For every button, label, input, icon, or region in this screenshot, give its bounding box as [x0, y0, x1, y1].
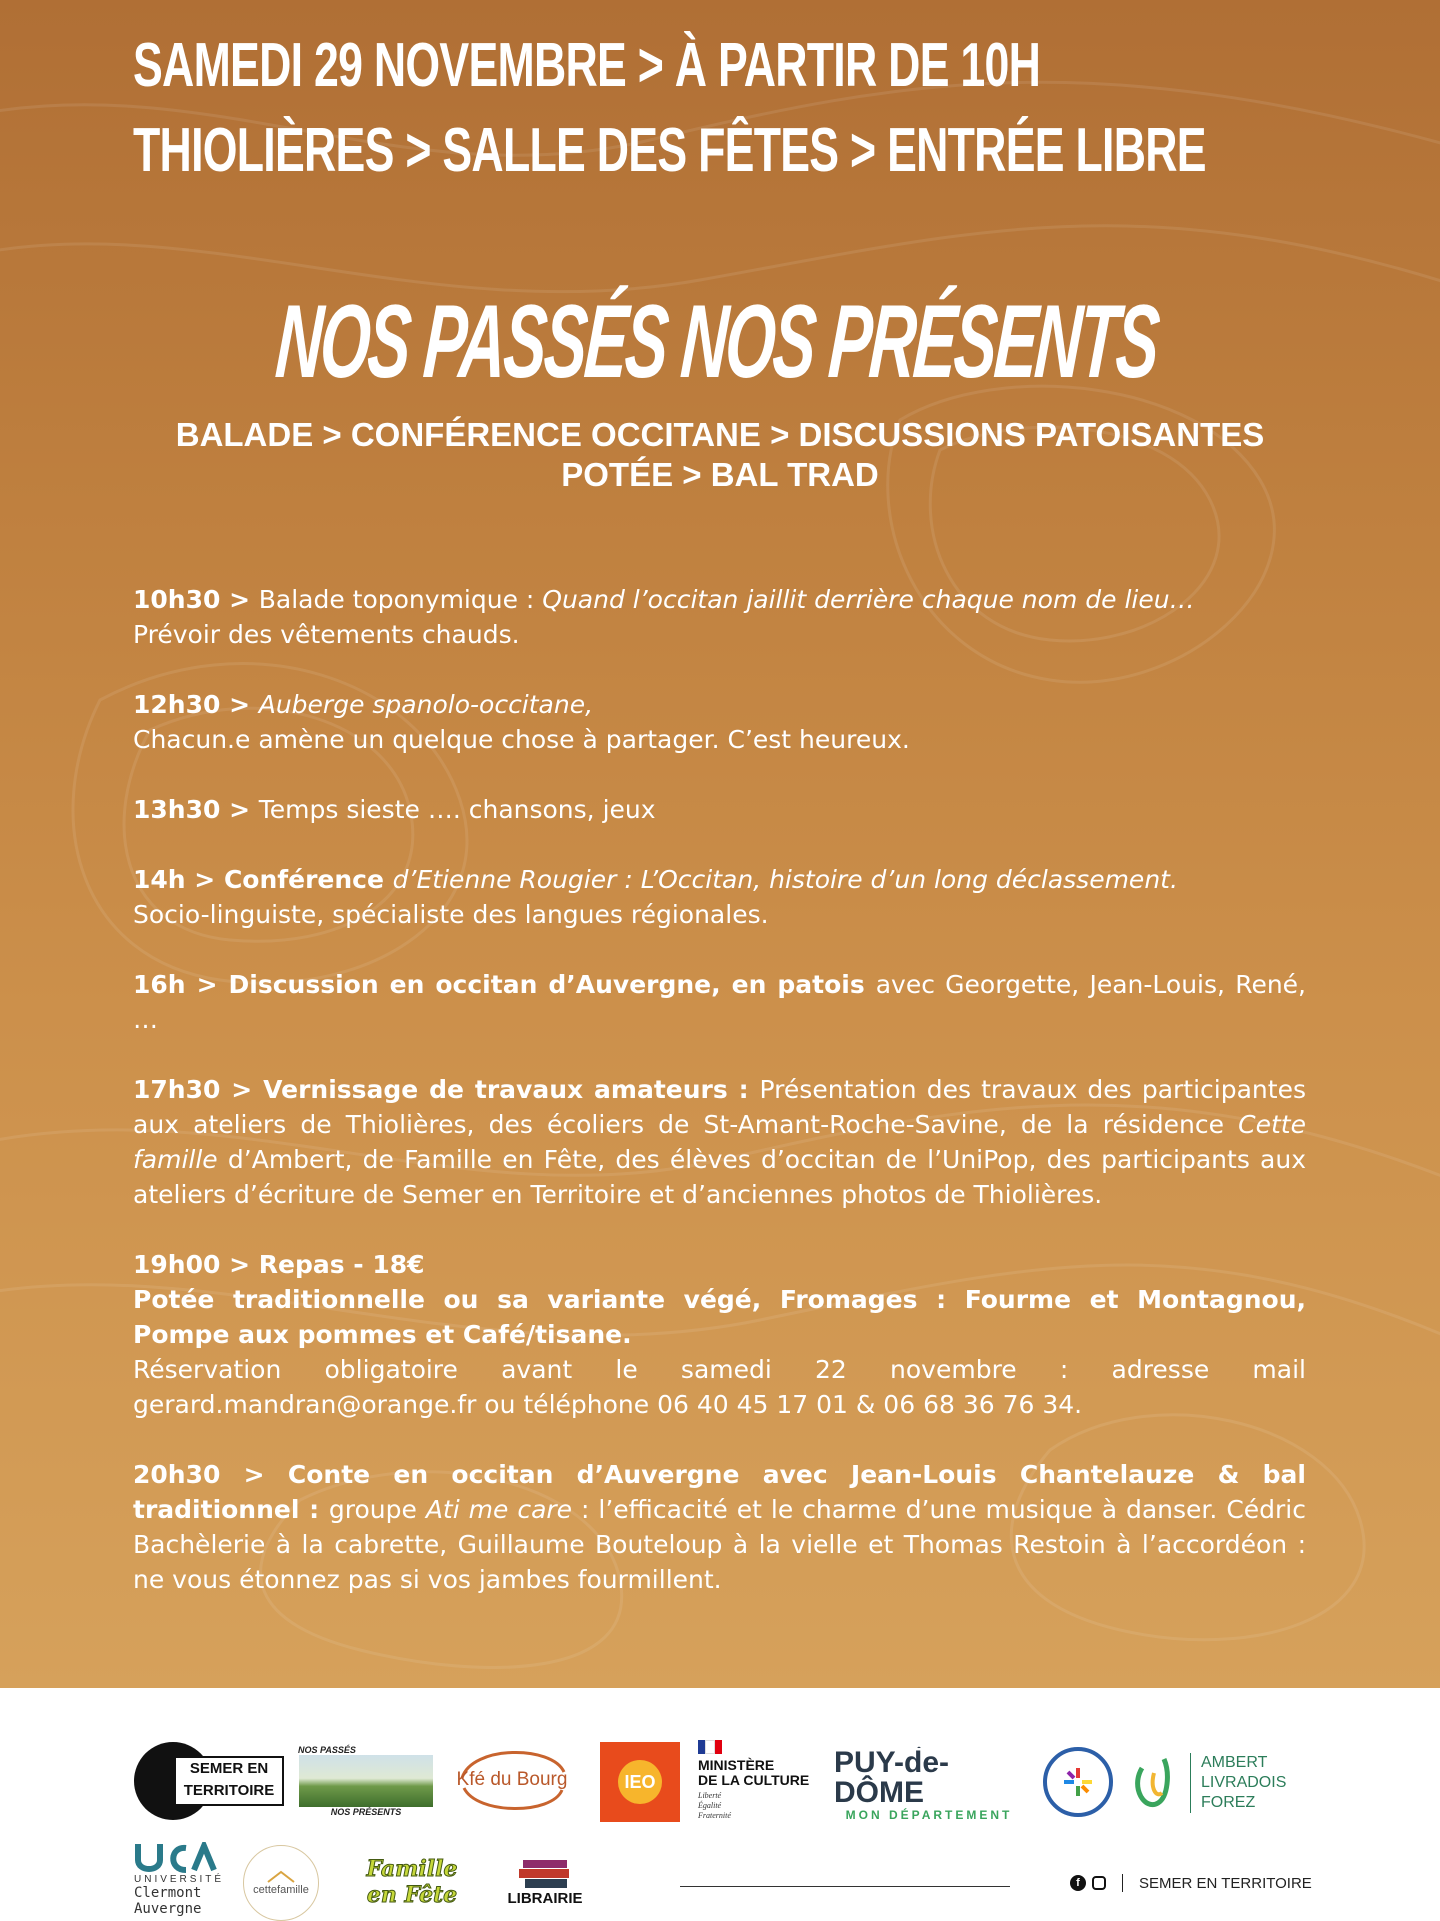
footer-divider	[680, 1886, 1010, 1887]
uca-logo	[134, 1838, 225, 1920]
program-time: 16h > Discussion en occitan d’Auvergne, en patois	[133, 970, 876, 999]
social-separator	[1122, 1874, 1123, 1892]
activities-line-2: POTÉE > BAL TRAD	[561, 456, 879, 493]
event-date-line: SAMEDI 29 NOVEMBRE > À PARTIR DE 10H	[133, 31, 1041, 100]
program-text: : l’efficacité et le charme d’une musique à danser. Cédric Bachèlerie à la cabrette, Guillaume Bouteloup à la vielle et Thomas Restoin à l’accordéon : ne vous étonnez pas si vos jambes fourmillent.	[133, 1495, 1306, 1594]
alf-leaf-icon	[1130, 1753, 1180, 1813]
communaute-badge-logo	[1040, 1744, 1116, 1820]
facebook-icon[interactable]: f	[1070, 1875, 1086, 1891]
ministere-line-1: MINISTÈRE	[698, 1757, 775, 1773]
semer-en-territoire-logo	[134, 1742, 284, 1820]
program-italic: Cette famille	[133, 1110, 1306, 1174]
nos-passes-label: NOS PASSÉS	[298, 1745, 356, 1755]
program-menu: Potée traditionnelle ou sa variante végé, Fromages : Fourme et Montagnou, Pompe aux pommes et Café/tisane.	[133, 1285, 1306, 1349]
motto-3: Fraternité	[698, 1811, 731, 1820]
uca-mark-icon	[134, 1842, 218, 1874]
motto-1: Liberté	[698, 1791, 722, 1800]
program-item-2030	[133, 1457, 1306, 1597]
nos-presents-label: NOS PRÉSENTS	[330, 1807, 402, 1817]
program-item-1900	[133, 1247, 1306, 1422]
program-reservation: Réservation obligatoire avant le samedi 22 novembre : adresse mail gerard.mandran@orange.fr ou téléphone 06 40 45 17 01 & 06 68 36 76 34.	[133, 1355, 1306, 1419]
event-title-text: NOS PASSÉS NOS PRÉSENTS	[272, 284, 1161, 400]
program-time: 17h30 > Vernissage de travaux amateurs :	[133, 1075, 760, 1104]
uca-line-2: Clermont	[134, 1884, 202, 1901]
puy-subtext: MON DÉPARTEMENT	[845, 1808, 1013, 1822]
french-flag-icon	[698, 1740, 722, 1754]
program-time: 12h30 >	[133, 690, 259, 719]
uca-line-1: UNIVERSITÉ	[134, 1873, 225, 1885]
cette-famille-text: cettefamille	[253, 1884, 309, 1896]
cette-famille-logo	[240, 1846, 322, 1920]
event-title	[0, 284, 1440, 400]
program-time: 20h30 > Conte en occitan d’Auvergne avec Jean-Louis Chantelauze & bal traditionnel :	[133, 1460, 1306, 1524]
program-text: groupe	[328, 1495, 426, 1524]
social-links	[1070, 1874, 1312, 1892]
program-italic: d’Etienne Rougier : L’Occitan, histoire d’un long déclassement.	[392, 865, 1178, 894]
program-item-16h	[133, 967, 1306, 1037]
librairie-text: LIBRAIRIE	[507, 1889, 583, 1907]
star-emblem-icon	[1061, 1765, 1095, 1799]
famille-text: Famille en Fête	[366, 1856, 458, 1908]
kfe-du-bourg-logo	[452, 1740, 572, 1820]
librairie-logo	[500, 1842, 590, 1920]
motto-2: Égalité	[698, 1801, 722, 1810]
ieo-logo	[600, 1742, 680, 1822]
program-text: Présentation des travaux des participantes aux ateliers de Thiolières, des écoliers de St-Amant-Roche-Savine, de la résidence	[133, 1075, 1306, 1139]
puy-text: PUY-de-DÔME	[834, 1746, 950, 1809]
program-item-1330	[133, 792, 1306, 827]
program-text: Temps sieste …. chansons, jeux	[258, 795, 656, 824]
house-icon	[266, 1870, 296, 1884]
kfe-text: Kfé du Bourg	[456, 1769, 568, 1790]
program-text: avec Georgette, Jean-Louis, René, …	[133, 970, 1307, 1034]
semer-line-2: TERRITOIRE	[183, 1782, 275, 1799]
program-item-1030	[133, 582, 1306, 652]
program-time: 10h30 >	[133, 585, 259, 614]
ambert-line-1: AMBERT	[1201, 1754, 1268, 1771]
program-italic: Quand l’occitan jaillit derrière chaque nom de lieu…	[542, 585, 1195, 614]
program-italic: Ati me care	[425, 1495, 573, 1524]
ambert-line-3: FOREZ	[1201, 1794, 1256, 1811]
program-italic: Auberge spanolo-occitane,	[258, 690, 594, 719]
program-item-1230	[133, 687, 1306, 757]
famille-en-fete-logo	[342, 1848, 482, 1916]
program-time: 19h00 > Repas - 18€	[133, 1250, 425, 1279]
program-text: Balade toponymique :	[258, 585, 543, 614]
program-time: 14h > Conférence	[133, 865, 393, 894]
landscape-photo	[299, 1755, 433, 1807]
program-note: Prévoir des vêtements chauds.	[133, 620, 520, 649]
uca-line-3: Auvergne	[134, 1900, 202, 1917]
program-list	[133, 582, 1306, 1632]
program-time: 13h30 >	[133, 795, 259, 824]
puy-de-dome-logo	[834, 1746, 1024, 1822]
event-location-line: THIOLIÈRES > SALLE DES FÊTES > ENTRÉE LIBRE	[133, 116, 1206, 185]
social-handle: SEMER EN TERRITOIRE	[1139, 1874, 1312, 1892]
ambert-line-2: LIVRADOIS	[1201, 1774, 1287, 1791]
books-icon	[515, 1856, 575, 1890]
ministere-line-2: DE LA CULTURE	[698, 1772, 810, 1788]
program-item-14h	[133, 862, 1306, 932]
instagram-icon[interactable]	[1092, 1876, 1106, 1890]
ambert-livradois-forez-logo	[1130, 1748, 1310, 1818]
activities-line-1: BALADE > CONFÉRENCE OCCITANE > DISCUSSIONS PATOISANTES	[175, 416, 1265, 453]
program-note: Chacun.e amène un quelque chose à partager. C’est heureux.	[133, 725, 910, 754]
program-note: Socio-linguiste, spécialiste des langues régionales.	[133, 900, 769, 929]
ieo-text: IEO	[618, 1760, 662, 1804]
program-item-1730	[133, 1072, 1306, 1212]
program-text: d’Ambert, de Famille en Fête, des élèves d’occitan de l’UniPop, des participants aux ateliers d’écriture de Semer en Territoire et d’anciennes photos de Thiolières.	[133, 1145, 1306, 1209]
semer-line-1: SEMER EN	[189, 1760, 269, 1777]
ministere-culture-logo	[698, 1740, 818, 1825]
nos-passes-logo	[298, 1742, 434, 1820]
